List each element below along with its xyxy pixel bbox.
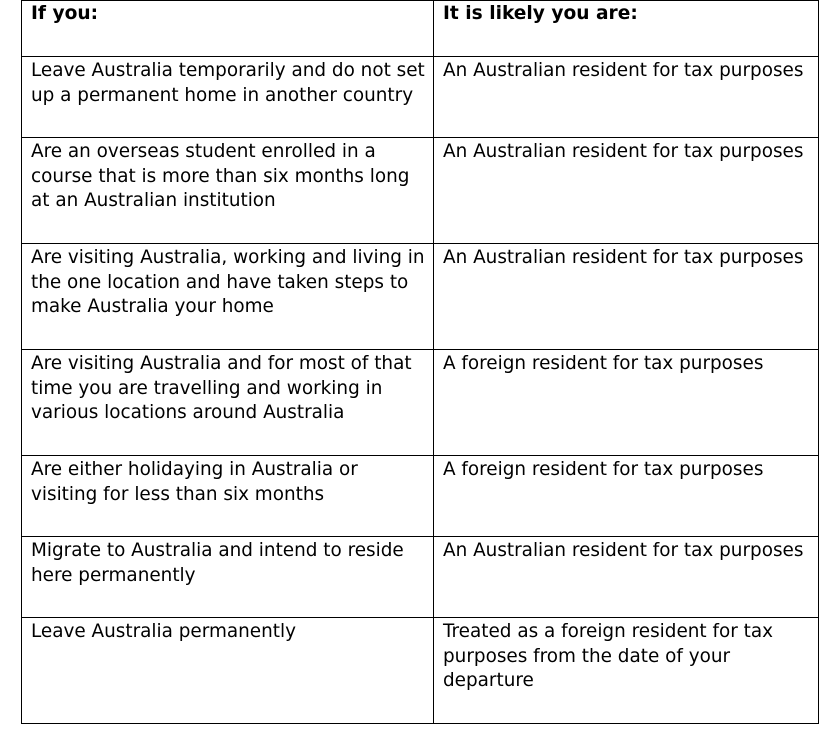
row-condition: Are visiting Australia, working and living in the one location and have taken steps to make Australia your home [22,244,434,350]
row-condition: Migrate to Australia and intend to reside here permanently [22,537,434,618]
row-status: An Australian resident for tax purposes [434,57,819,138]
header-condition: If you: [22,1,434,57]
row-status: A foreign resident for tax purposes [434,456,819,537]
row-status: An Australian resident for tax purposes [434,537,819,618]
table-row [22,244,819,350]
table-header-row [22,1,819,57]
row-condition: Leave Australia permanently [22,618,434,724]
row-status: A foreign resident for tax purposes [434,350,819,456]
row-condition: Are either holidaying in Australia or visiting for less than six months [22,456,434,537]
row-status: An Australian resident for tax purposes [434,244,819,350]
row-condition: Are an overseas student enrolled in a course that is more than six months long at an Australian institution [22,138,434,244]
table-row [22,57,819,138]
header-status: It is likely you are: [434,1,819,57]
row-condition: Are visiting Australia and for most of that time you are travelling and working in various locations around Australia [22,350,434,456]
table-row [22,618,819,724]
row-status: An Australian resident for tax purposes [434,138,819,244]
row-status: Treated as a foreign resident for tax purposes from the date of your departure [434,618,819,724]
table-row [22,537,819,618]
table-row [22,138,819,244]
table-row [22,456,819,537]
row-condition: Leave Australia temporarily and do not set up a permanent home in another country [22,57,434,138]
table-row [22,350,819,456]
residency-table [21,0,819,724]
